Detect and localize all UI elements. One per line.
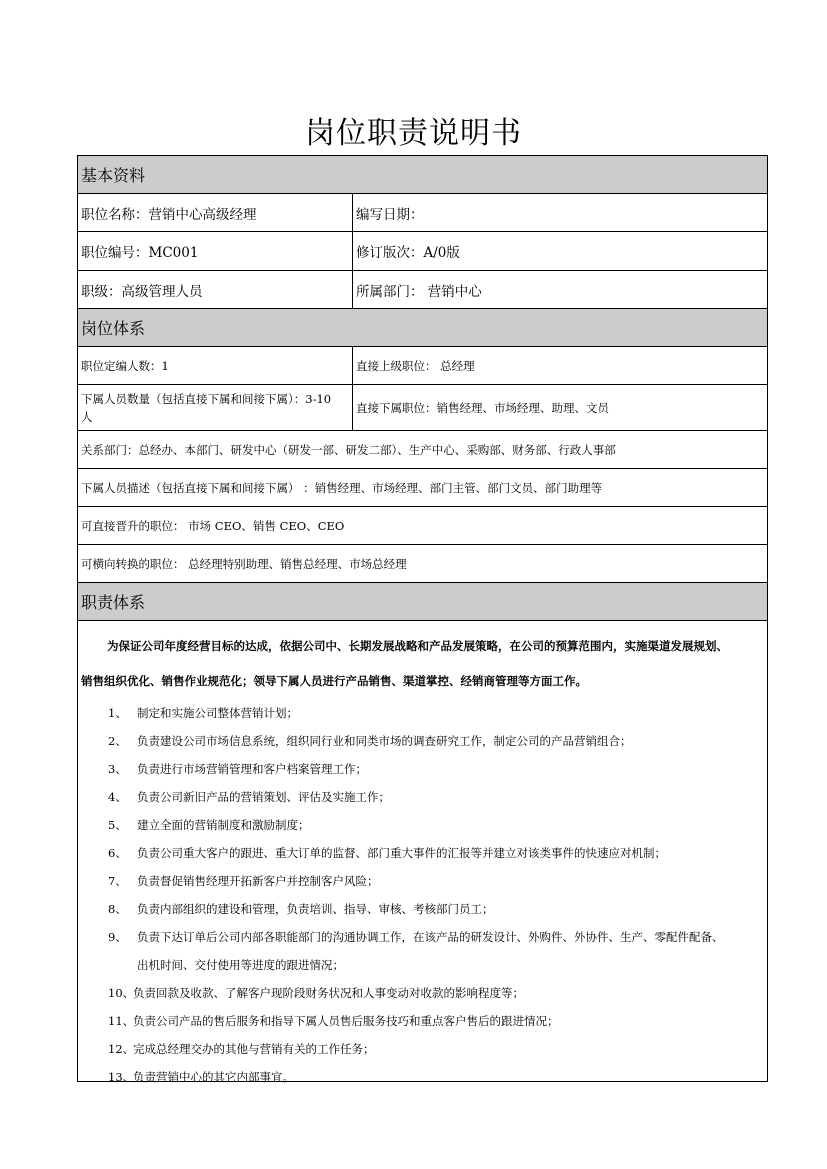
basic-row-position-name: [78, 194, 767, 232]
duty-item-number: 12、: [108, 1042, 135, 1056]
subordinate-count: [78, 385, 353, 430]
duty-item-number: 9、: [108, 930, 127, 944]
duty-item-text: 负责进行市场营销管理和客户档案管理工作；: [137, 762, 367, 776]
duty-item-number: 8、: [108, 902, 127, 916]
duty-item-text: 负责公司重大客户的跟进、重大订单的监督、部门重大事件的汇报等并建立对该类事件的快速应对机制；: [137, 846, 666, 860]
duty-item-text: 出机时间、交付使用等进度的跟进情况；: [137, 958, 344, 972]
duty-item-text: 负责督促销售经理开拓新客户并控制客户风险；: [137, 874, 379, 888]
revision: 修订版次：A/0版: [356, 245, 460, 261]
duty-item-number: 5、: [108, 818, 127, 832]
duty-item: [108, 789, 137, 805]
duty-item-text: 建立全面的营销制度和激励制度；: [137, 818, 310, 832]
duty-item: [108, 705, 137, 721]
system-row-relations: [78, 431, 767, 469]
duty-item: [108, 873, 137, 889]
duty-item-text: 负责公司产品的售后服务和指导下属人员售后服务技巧和重点客户售后的跟进情况；: [133, 1014, 559, 1028]
system-row-promotion: [78, 507, 767, 545]
position-code: 职位编号：MC001: [78, 232, 353, 270]
duty-item: [108, 817, 137, 833]
department: 所属部门： 营销中心: [356, 283, 482, 300]
duty-item-number: 3、: [108, 762, 127, 776]
duty-item-number: 7、: [108, 874, 127, 888]
duty-item: [108, 901, 137, 917]
section-duties: [78, 583, 767, 621]
document-title: 岗位职责说明书: [305, 116, 522, 151]
system-row-subordinate-desc: [78, 469, 767, 507]
duty-item-text: 负责公司新旧产品的营销策划、评估及实施工作；: [137, 790, 390, 804]
duty-item-text: 负责回款及收款、了解客户现阶段财务状况和人事变动对收款的影响程度等；: [133, 986, 524, 1000]
duty-item-number: 6、: [108, 846, 127, 860]
duty-item-text: 负责内部组织的建设和管理，负责培训、指导、审核、考核部门员工；: [137, 902, 494, 916]
duty-item-number: 13、: [108, 1070, 135, 1084]
system-row-headcount: [78, 347, 767, 385]
related-departments: 关系部门：总经办、本部门、研发中心（研发一部、研发二部）、生产中心、采购部、财务部、行政人事部: [81, 442, 616, 457]
duty-item-number: 4、: [108, 790, 127, 804]
basic-row-grade: [78, 271, 767, 309]
duty-item: [108, 929, 137, 945]
section-position-system-label: 岗位体系: [81, 319, 146, 338]
duty-item-text: 负责建设公司市场信息系统，组织同行业和同类市场的调查研究工作，制定公司的产品营销组合；: [137, 734, 632, 748]
basic-row-position-code: [78, 232, 767, 271]
section-position-system: [78, 309, 767, 347]
subordinate-description: 下属人员描述（包括直接下属和间接下属） ：销售经理、市场经理、部门主管、部门文员、部门助理等: [81, 480, 603, 495]
subordinate-count-line1: 下属人员数量（包括直接下属和间接下属）：3-10: [81, 391, 332, 406]
duty-intro-line1: 为保证公司年度经营目标的达成，依据公司中、长期发展战略和产品发展策略，在公司的预算范围内，实施渠道发展规划、: [107, 639, 728, 653]
subordinate-count-line2: 人: [81, 409, 93, 424]
duty-item: [108, 761, 137, 777]
duty-item-number: 2、: [108, 734, 127, 748]
transfer-positions: 可横向转换的职位： 总经理特别助理、销售总经理、市场总经理: [81, 556, 407, 571]
headcount: 职位定编人数：1: [78, 347, 353, 384]
duty-item: [108, 845, 137, 861]
system-row-transfer: [78, 545, 767, 583]
responsibility-table: [77, 155, 768, 1082]
direct-subordinates: 直接下属职位：销售经理、市场经理、助理、文员: [356, 400, 609, 415]
section-duties-label: 职责体系: [81, 593, 146, 612]
direct-superior: 直接上级职位： 总经理: [356, 358, 475, 373]
duty-item-number: 1、: [108, 706, 127, 720]
duty-item-text: 完成总经理交办的其他与营销有关的工作任务；: [133, 1042, 375, 1056]
duty-item-text: 负责营销中心的其它内部事宜。: [133, 1070, 294, 1084]
duty-intro-line2: 销售组织优化、销售作业规范化；领导下属人员进行产品销售、渠道掌控、经销商管理等方面工作。: [81, 674, 587, 688]
section-basic-info: [78, 156, 767, 194]
position-name: 职位名称：营销中心高级经理: [78, 194, 353, 231]
duty-item-text: 制定和实施公司整体营销计划；: [137, 706, 298, 720]
write-date: 编写日期：: [356, 206, 424, 223]
position-grade: 职级：高级管理人员: [78, 271, 353, 308]
duty-item-number: 11、: [108, 1014, 135, 1028]
promotion-positions: 可直接晋升的职位： 市场 CEO、销售 CEO、CEO: [81, 518, 345, 533]
duty-item: [108, 733, 137, 749]
duty-item-number: 10、: [108, 986, 135, 1000]
duty-item-text: 负责下达订单后公司内部各职能部门的沟通协调工作，在该产品的研发设计、外购件、外协件、生产、零配件配备、: [137, 930, 724, 944]
system-row-subordinate-count: [78, 385, 767, 431]
section-basic-info-label: 基本资料: [81, 166, 146, 185]
